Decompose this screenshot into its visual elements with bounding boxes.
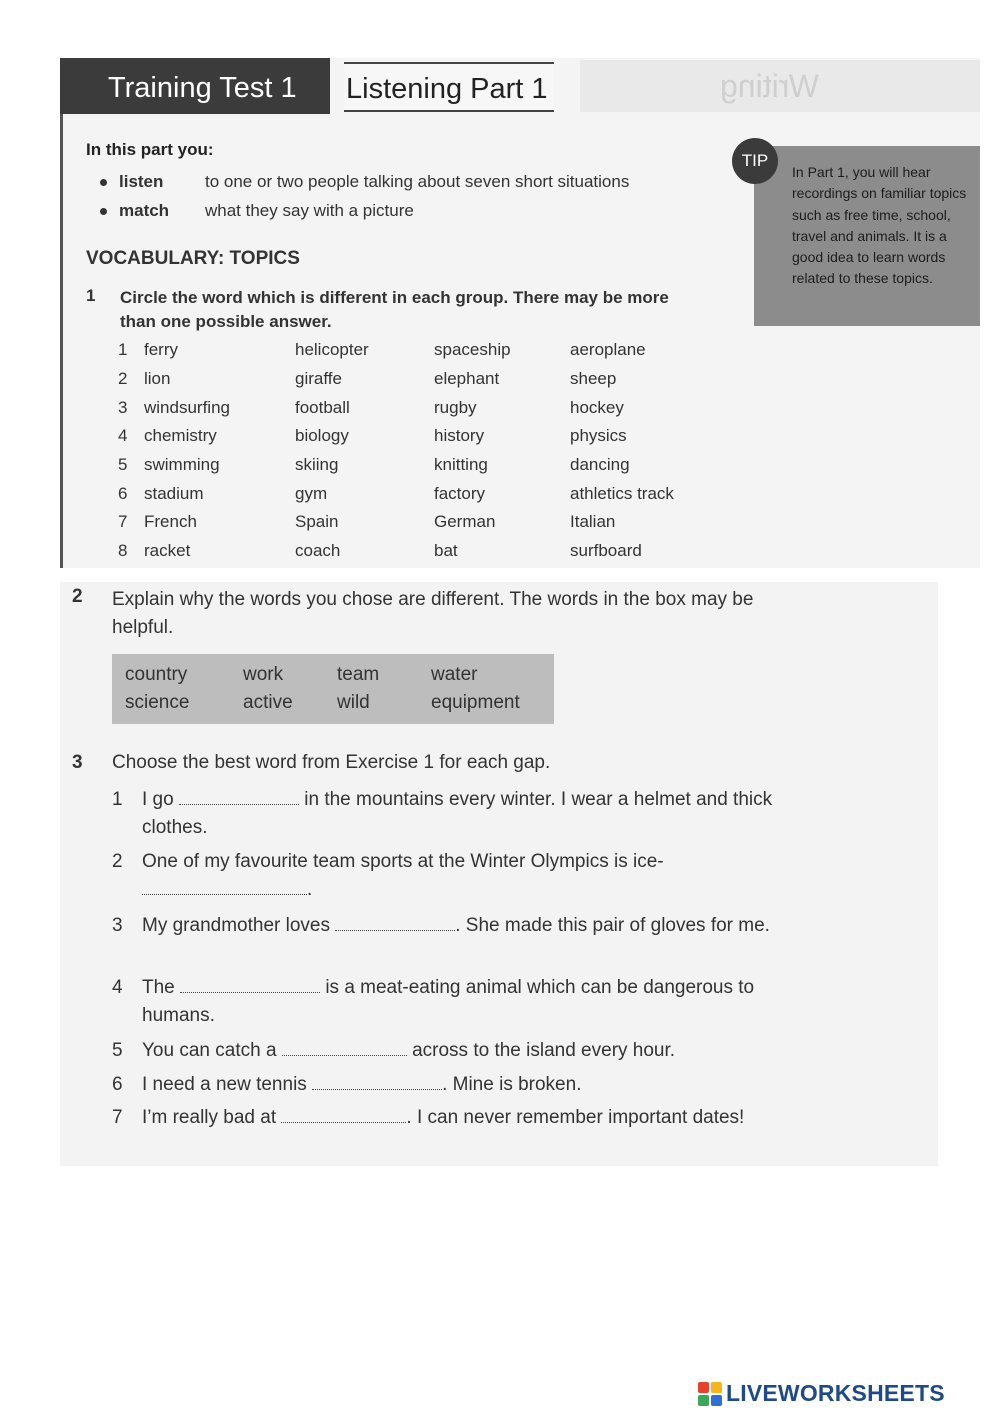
sentence-before-gap: I need a new tennis [142, 1074, 307, 1095]
helpful-word: team [337, 664, 380, 685]
word-option[interactable]: helicopter [295, 340, 369, 360]
sentence-before-gap: You can catch a [142, 1040, 277, 1061]
sentence-before-gap: I’m really bad at [142, 1107, 277, 1128]
exercise-1-number: 1 [86, 286, 96, 305]
word-option[interactable]: ferry [144, 340, 178, 360]
vocabulary-page-scan [60, 58, 980, 568]
sentence-after-gap: . She made this pair of gloves for me. [455, 915, 770, 936]
sentence-text [142, 786, 812, 842]
helpful-words-row [125, 689, 520, 717]
word-option[interactable]: history [434, 426, 485, 446]
sentence-number: 4 [112, 977, 123, 998]
word-option[interactable]: aeroplane [570, 340, 646, 360]
word-option[interactable]: elephant [434, 369, 500, 389]
left-divider [60, 114, 63, 568]
word-option[interactable]: swimming [144, 455, 220, 475]
word-group-number: 2 [118, 369, 128, 389]
gap-sentence [112, 1104, 812, 1132]
word-option[interactable]: spaceship [434, 340, 511, 360]
word-option[interactable]: French [144, 512, 197, 532]
helpful-word: equipment [431, 692, 520, 713]
gap-sentence [112, 1037, 812, 1065]
word-option[interactable]: factory [434, 483, 486, 503]
helpful-words-row [125, 661, 520, 689]
word-option[interactable]: skiing [295, 455, 339, 475]
word-group-row [118, 508, 674, 537]
sentence-before-gap: My grandmother loves [142, 915, 330, 936]
intro-bullet-listen [100, 172, 629, 192]
answer-gap-input[interactable] [282, 1038, 407, 1056]
helpful-word: wild [337, 692, 370, 713]
word-option[interactable]: giraffe [295, 369, 342, 389]
word-option[interactable]: knitting [434, 455, 488, 475]
word-group-row [118, 336, 674, 365]
helpful-words-box [112, 654, 554, 724]
word-option[interactable]: German [434, 512, 496, 532]
word-group-number: 5 [118, 455, 128, 475]
liveworksheets-logo-icon [698, 1382, 722, 1406]
bullet-text: what they say with a picture [205, 201, 414, 220]
gap-sentence [112, 786, 812, 842]
word-group-number: 6 [118, 483, 128, 503]
tip-badge: TIP [732, 138, 778, 184]
gap-sentence [112, 974, 812, 1030]
word-option[interactable]: windsurfing [144, 397, 230, 417]
helpful-word: water [431, 664, 478, 685]
sentence-text [142, 1037, 812, 1065]
tip-text: In Part 1, you will hear recordings on familiar topics such as free time, school, travel and animals. It is a good idea to learn words related to these topics. [792, 164, 967, 287]
word-option[interactable]: football [295, 397, 350, 417]
sentence-after-gap: . Mine is broken. [442, 1074, 582, 1095]
sentence-after-gap: across to the island every hour. [412, 1040, 676, 1061]
exercise-3-instruction: Choose the best word from Exercise 1 for each gap. [112, 752, 551, 773]
word-option[interactable]: lion [144, 369, 171, 389]
word-group-row [118, 393, 674, 422]
sentence-text [142, 912, 812, 940]
sentence-text [142, 1104, 812, 1132]
word-groups-table [118, 336, 674, 566]
word-option[interactable]: Spain [295, 512, 339, 532]
sentence-before-gap: One of my favourite team sports at the Winter Olympics is ice- [142, 851, 664, 872]
sentence-after-gap: . [307, 879, 313, 900]
word-option[interactable]: Italian [570, 512, 616, 532]
sentence-number: 5 [112, 1040, 123, 1061]
gap-sentence [112, 848, 812, 904]
word-group-row [118, 365, 674, 394]
logo-square [698, 1382, 709, 1393]
bleed-through-text: Writing [720, 68, 819, 104]
word-option[interactable]: stadium [144, 483, 204, 503]
exercise-2-instruction: Explain why the words you chose are different. The words in the box may be helpful. [112, 589, 754, 638]
logo-square [711, 1395, 722, 1406]
bullet-keyword: match [119, 201, 170, 220]
word-group-row [118, 537, 674, 566]
helpful-word: active [243, 692, 293, 713]
training-test-header: Training Test 1 [60, 58, 330, 114]
bullet-text: to one or two people talking about seven short situations [205, 172, 630, 191]
sentence-number: 7 [112, 1107, 123, 1128]
helpful-words-table [125, 661, 520, 717]
bleed-through-title [580, 60, 980, 112]
helpful-word: science [125, 692, 190, 713]
sentence-number: 2 [112, 851, 123, 872]
answer-gap-input[interactable] [179, 787, 299, 805]
word-option[interactable]: surfboard [570, 541, 642, 561]
sentence-before-gap: The [142, 977, 175, 998]
sentence-number: 1 [112, 789, 123, 810]
word-group-number: 4 [118, 426, 128, 446]
exercises-page-scan [60, 582, 938, 1166]
helpful-word: work [243, 664, 284, 685]
word-option[interactable]: hockey [570, 397, 624, 417]
sentence-before-gap: I go [142, 789, 174, 810]
exercise-3-number: 3 [72, 752, 83, 773]
section-title: Listening Part 1 [344, 62, 554, 112]
logo-square [698, 1395, 709, 1406]
bullet-keyword: listen [119, 172, 164, 191]
word-option[interactable]: gym [295, 483, 328, 503]
word-option[interactable]: racket [144, 541, 191, 561]
word-group-number: 7 [118, 512, 128, 532]
answer-gap-input[interactable] [180, 975, 320, 993]
exercise-2-number: 2 [72, 586, 83, 607]
sentence-number: 3 [112, 915, 123, 936]
word-option[interactable]: bat [434, 541, 458, 561]
sentence-text [142, 1071, 812, 1099]
logo-square [711, 1382, 722, 1393]
exercise-1-instruction: Circle the word which is different in each group. There may be more than one possible answer. [120, 288, 669, 331]
word-group-row [118, 422, 674, 451]
vocabulary-heading: VOCABULARY: TOPICS [86, 248, 300, 269]
sentence-text [142, 974, 812, 1030]
answer-gap-input[interactable] [335, 913, 455, 931]
tip-box [754, 146, 980, 326]
word-group-row [118, 451, 674, 480]
answer-gap-input[interactable] [312, 1072, 442, 1090]
gap-sentence [112, 1071, 812, 1099]
word-option[interactable]: chemistry [144, 426, 217, 446]
sentence-after-gap: in the mountains every winter. I wear a helmet and thick clothes. [142, 789, 773, 838]
word-group-number: 8 [118, 541, 128, 561]
intro-heading: In this part you: [86, 140, 214, 159]
word-option[interactable]: physics [570, 426, 627, 446]
word-option[interactable]: coach [295, 541, 341, 561]
intro-bullet-match [100, 201, 414, 221]
bullet-icon [100, 179, 107, 186]
word-option[interactable]: rugby [434, 397, 477, 417]
helpful-word: country [125, 664, 188, 685]
sentence-after-gap: . I can never remember important dates! [406, 1107, 745, 1128]
word-group-row [118, 479, 674, 508]
sentence-text [142, 848, 812, 904]
answer-gap-input[interactable] [281, 1105, 406, 1123]
sentence-after-gap: is a meat-eating animal which can be dangerous to humans. [142, 977, 755, 1026]
gap-sentence [112, 912, 812, 940]
word-option[interactable]: biology [295, 426, 349, 446]
word-group-number: 1 [118, 340, 128, 360]
answer-gap-input[interactable] [142, 877, 307, 895]
word-group-number: 3 [118, 397, 128, 417]
word-option[interactable]: sheep [570, 369, 617, 389]
sentence-number: 6 [112, 1074, 123, 1095]
word-option[interactable]: dancing [570, 455, 630, 475]
word-option[interactable]: athletics track [570, 483, 674, 503]
bullet-icon [100, 208, 107, 215]
liveworksheets-brand: LIVEWORKSHEETS [726, 1380, 945, 1406]
